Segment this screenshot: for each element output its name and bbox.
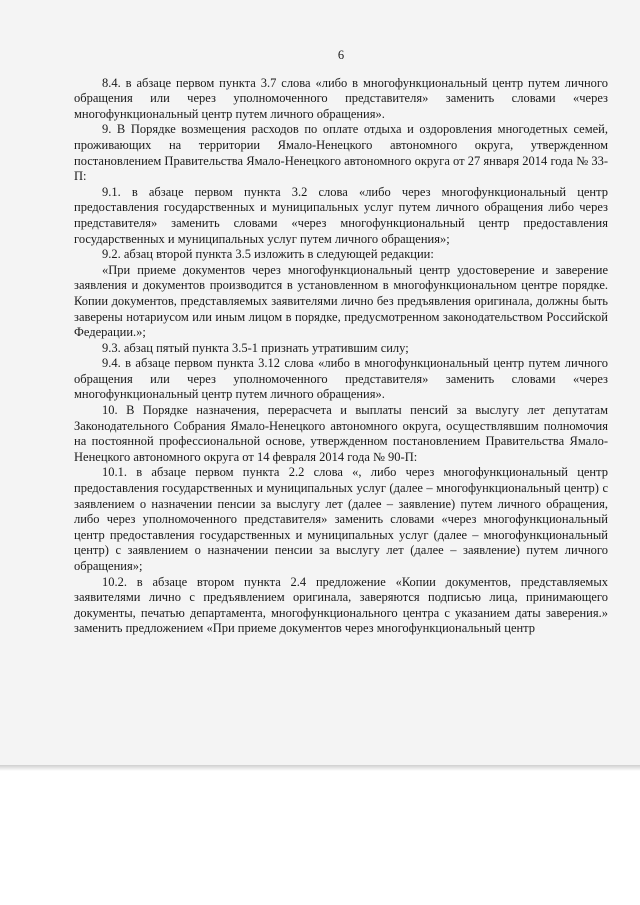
paragraph-9-4: 9.4. в абзаце первом пункта 3.12 слова «либо в многофункциональный центр путем личного обращения или через уполномоченного представителя» заменить словами «через многофункциональный центр путем личного обращения». [74, 356, 608, 402]
paragraph-9-3: 9.3. абзац пятый пункта 3.5-1 признать утратившим силу; [102, 340, 409, 355]
page-number: 6 [337, 48, 345, 62]
document-page [74, 48, 608, 637]
paragraph-9-2: 9.2. абзац второй пункта 3.5 изложить в следующей редакции: [102, 247, 434, 262]
paragraph-8-4: 8.4. в абзаце первом пункта 3.7 слова «либо в многофункциональный центр путем личного обращения или через уполномоченного представителя» заменить словами «через многофункциональный центр путем личного обращения». [74, 75, 608, 121]
paragraph-10-2: 10.2. в абзаце втором пункта 2.4 предложение «Копии документов, представляемых заявителями лично с предъявлением оригинала, заверяются подписью лица, принимающего документы, печатью департамента, многофункционального центра с указанием даты заверения.» заменить предложением «При приеме документов через многофункциональный центр [74, 574, 608, 636]
paragraph-10: 10. В Порядке назначения, перерасчета и выплаты пенсий за выслугу лет депутатам Законодательного Собрания Ямало-Ненецкого автономного округа, осуществлявшим полномочия на постоянной профессиональной основе, утвержденном постановлением Правительства Ямало-Ненецкого автономного округа от 14 февраля 2014 года № 90-П: [74, 403, 608, 464]
paragraph-9: 9. В Порядке возмещения расходов по оплате отдыха и оздоровления многодетных семей, проживающих на территории Ямало-Ненецкого автономного округа, утвержденном постановлением Правительства Ямало-Ненецкого автономного округа от 27 января 2014 года № 33-П: [74, 122, 608, 184]
paragraph-10-1: 10.1. в абзаце первом пункта 2.2 слова «, либо через многофункциональный центр предоставления государственных и муниципальных услуг (далее – многофункциональный центр) с заявлением о назначении пенсии за выслугу лет (далее – заявление) путем личного обращения, либо через уполномоченного представителя» заменить словами «через многофункциональный центр предоставления государственных и муниципальных услуг (далее – многофункциональный центр) с заявлением о назначении пенсии за выслугу лет (далее – заявление) путем личного обращения»; [74, 465, 608, 573]
paragraph-9-2-quote: «При приеме документов через многофункциональный центр удостоверение и заверение заявления и документов производится в установленном в многофункциональном центре порядке. Копии документов, представляемых заявителями лично без предъявления оригинала, должны быть заверены нотариусом или иным лицом в порядке, предусмотренном законодательством Российской Федерации.»; [74, 262, 608, 340]
paragraph-9-1: 9.1. в абзаце первом пункта 3.2 слова «либо через многофункциональный центр предоставления государственных и муниципальных услуг путем личного обращения либо через представителя» заменить словами «через многофункциональный центр предоставления государственных и муниципальных услуг путем личного обращения»; [74, 184, 608, 246]
page-edge-shadow [0, 765, 640, 771]
